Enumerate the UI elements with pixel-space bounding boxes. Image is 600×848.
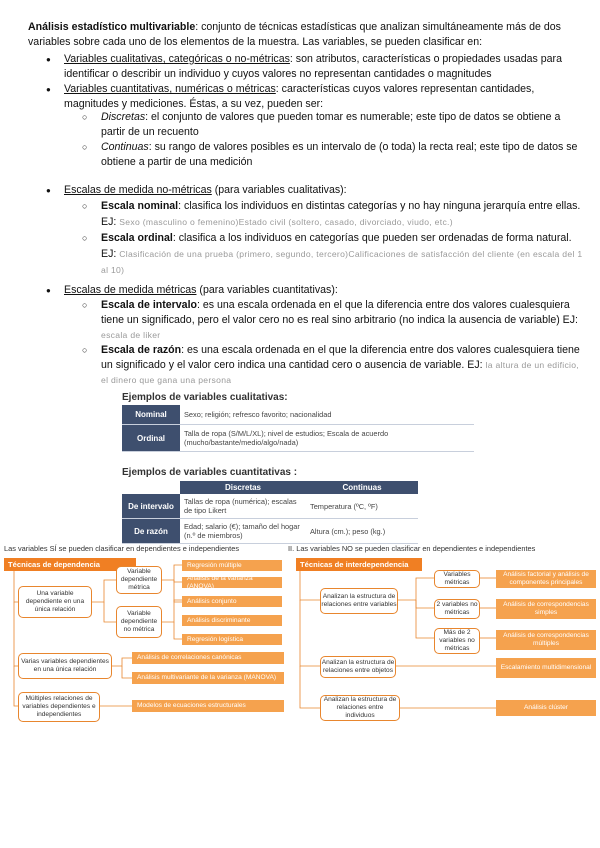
node-metric-dependent: Variable dependiente métrica bbox=[116, 566, 162, 594]
qualitative-term: Variables cualitativas, categóricas o no-métricas bbox=[64, 53, 290, 65]
leaf-manova: Análisis multivariante de la varianza (MANOVA) bbox=[132, 672, 284, 684]
ordinal-term: Escala ordinal bbox=[101, 232, 173, 244]
leaf-discriminant-analysis: Análisis discriminante bbox=[182, 615, 282, 626]
leaf-simple-correspondence: Análisis de correspondencias simples bbox=[496, 599, 596, 619]
node-nonmetric-dependent: Variable dependiente no métrica bbox=[116, 606, 162, 638]
qualitative-text: : son atributos, características o propiedades usadas para identificar o describir un individuo y cuyos valores no representan cantidades o magnitudes bbox=[64, 53, 562, 80]
node-multiple-dependent: Varias variables dependientes en una única relación bbox=[18, 653, 112, 679]
leaf-multiple-regression: Regresión múltiple bbox=[182, 560, 282, 571]
quantitative-term: Variables cuantitativas, numéricas o métricas bbox=[64, 83, 276, 95]
leaf-structural-equations: Modelos de ecuaciones estructurales bbox=[132, 700, 284, 712]
quantitative-table-title: Ejemplos de variables cuantitativas : bbox=[122, 467, 298, 478]
node-multiple-relations: Múltiples relaciones de variables dependientes e independientes bbox=[18, 692, 100, 722]
leaf-cluster-analysis: Análisis clúster bbox=[496, 700, 596, 716]
interval-example: escala de liker bbox=[101, 330, 161, 340]
leaf-anova: Análisis de la varianza (ANOVA) bbox=[182, 577, 282, 588]
ordinal-example: Clasificación de una prueba (primero, segundo, tercero)Calificaciones de satisfacción del cliente (en escala del 1 al 10) bbox=[101, 249, 583, 275]
nominal-text: : clasifica los individuos en distintas categorías y no hay ninguna jerarquía entre ellas. EJ: bbox=[101, 200, 581, 228]
cell: Altura (cm.); peso (kg.) bbox=[306, 519, 418, 544]
quantitative-text: : características cuyos valores representan cantidades, magnitudes y mediciones. Éstas, a su vez, pueden ser: bbox=[64, 83, 535, 110]
ordinal-text: : clasifica a los individuos en categorías que pueden ser ordenadas de forma natural. EJ: bbox=[101, 232, 572, 260]
interdependence-caption: II. Las variables NO se pueden clasificar en dependientes e independientes bbox=[288, 544, 536, 553]
nominal-example: Sexo (masculino o femenino)Estado civil (soltero, casado, divorciado, viudo, etc.) bbox=[119, 217, 453, 227]
nonmetric-text: (para variables cualitativas): bbox=[211, 184, 347, 196]
node-single-dependent: Una variable dependiente en una única relación bbox=[18, 586, 92, 618]
discrete-term: Discretas bbox=[101, 111, 146, 123]
dependence-caption: Las variables SÍ se pueden clasificar en dependientes e independientes bbox=[4, 544, 240, 553]
dependence-header: Técnicas de dependencia bbox=[4, 558, 136, 571]
interdependence-header: Técnicas de interdependencia bbox=[296, 558, 422, 571]
node-relations-individuals: Analizan la estructura de relaciones entre individuos bbox=[320, 695, 400, 721]
node-two-nonmetric: 2 variables no métricas bbox=[434, 599, 480, 619]
continuous-term: Continuas bbox=[101, 141, 149, 153]
continuous-text: : su rango de valores posibles es un intervalo de (o toda) la recta real; este tipo de datos se obtiene a partir de una medición bbox=[101, 141, 578, 168]
intro-text: : conjunto de técnicas estadísticas que analizan simultáneamente más de dos variables sobre cada uno de los elementos de la muestra. Las variables, se pueden clasificar en: bbox=[28, 21, 561, 48]
leaf-factor-analysis: Análisis factorial y análisis de componentes principales bbox=[496, 570, 596, 588]
nominal-term: Escala nominal bbox=[101, 200, 179, 212]
metric-term: Escalas de medida métricas bbox=[64, 284, 197, 296]
col-header: Continuas bbox=[306, 481, 418, 494]
cell: Tallas de ropa (numérica); escalas de tipo Likert bbox=[180, 494, 306, 519]
ratio-term: Escala de razón bbox=[101, 344, 182, 356]
leaf-logistic-regression: Regresión logística bbox=[182, 634, 282, 645]
qualitative-table-title: Ejemplos de variables cualitativas: bbox=[122, 392, 288, 403]
node-relations-objects: Analizan la estructura de relaciones entre objetos bbox=[320, 656, 396, 678]
leaf-multiple-correspondence: Análisis de correspondencias múltiples bbox=[496, 630, 596, 650]
discrete-text: : el conjunto de valores que pueden tomar es numerable; este tipo de datos se obtiene a partir de un recuento bbox=[101, 111, 561, 138]
row-label: De intervalo bbox=[122, 494, 180, 519]
row-label: Nominal bbox=[122, 405, 180, 425]
row-value: Talla de ropa (S/M/L/XL); nivel de estudios; Escala de acuerdo (mucho/bastante/medio/algo/nada) bbox=[180, 425, 474, 452]
leaf-canonical-correlation: Análisis de correlaciones canónicas bbox=[132, 652, 284, 664]
ratio-text: : es una escala ordenada en el que la diferencia entre dos valores cualesquiera tiene un significado y el valor cero indica una cantidad cero o ausencia de variable. EJ: bbox=[101, 344, 580, 371]
cell: Edad; salario (€); tamaño del hogar (n.º de miembros) bbox=[180, 519, 306, 544]
interval-text: : es una escala ordenada en el que la diferencia entre dos valores cualesquiera tiene un significado, pero el valor cero no es real sino arbitrario (no indica la ausencia de variable) EJ: bbox=[101, 299, 578, 326]
nonmetric-term: Escalas de medida no-métricas bbox=[64, 184, 212, 196]
node-metric-variables: Variables métricas bbox=[434, 570, 480, 588]
row-value: Sexo; religión; refresco favorito; nacionalidad bbox=[180, 405, 474, 425]
leaf-multidimensional-scaling: Escalamiento multidimensional bbox=[496, 658, 596, 678]
metric-text: (para variables cuantitativas): bbox=[196, 284, 338, 296]
interval-term: Escala de intervalo bbox=[101, 299, 197, 311]
leaf-conjoint-analysis: Análisis conjunto bbox=[182, 596, 282, 607]
row-label: De razón bbox=[122, 519, 180, 544]
intro-term: Análisis estadístico multivariable bbox=[28, 21, 196, 33]
cell: Temperatura (ºC, ºF) bbox=[306, 494, 418, 519]
row-label: Ordinal bbox=[122, 425, 180, 452]
col-header: Discretas bbox=[180, 481, 306, 494]
ratio-example: la altura de un edificio, el dinero que gana una persona bbox=[101, 360, 580, 385]
node-more-nonmetric: Más de 2 variables no métricas bbox=[434, 628, 480, 654]
node-relations-variables: Analizan la estructura de relaciones entre variables bbox=[320, 588, 398, 614]
